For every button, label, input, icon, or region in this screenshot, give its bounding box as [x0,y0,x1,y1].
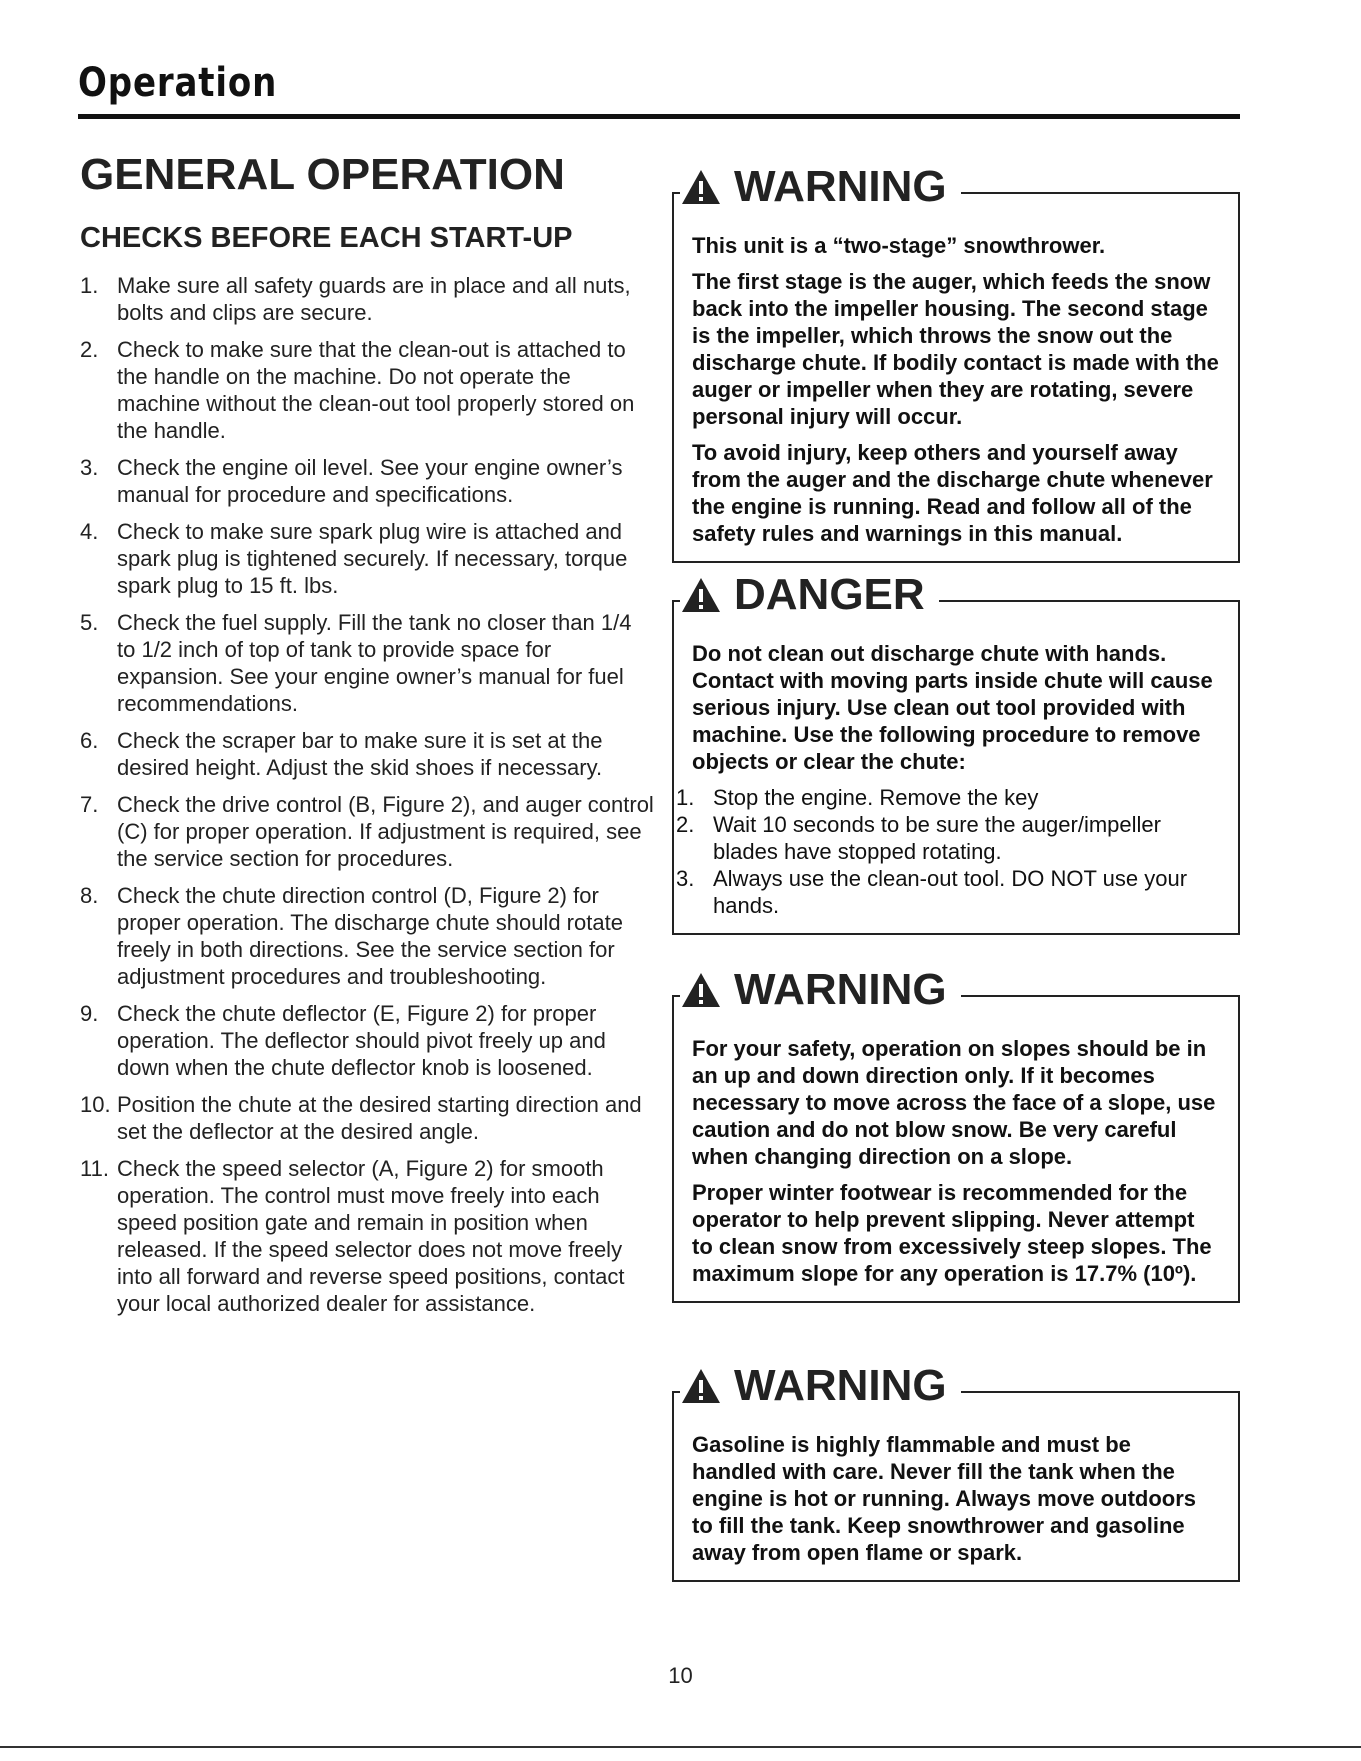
warning-title-text: WARNING [734,965,947,1014]
item-number: 8. [80,883,99,908]
page-number: 10 [668,1663,693,1688]
item-text: Check to make sure that the clean-out is attached to the handle on the machine. Do not operate the machine without the clean-out tool properly stored on the handle. [117,337,635,443]
list-item [676,784,1220,811]
list-item [80,882,655,990]
warning-triangle-icon [680,971,722,1009]
list-item [676,865,1220,919]
list-item [80,1000,655,1081]
warning-paragraph: This unit is a “two-stage” snowthrower. [692,233,1106,258]
item-text: Check to make sure spark plug wire is attached and spark plug is tightened securely. If necessary, torque spark plug to 15 ft. lbs. [117,519,628,598]
warning-paragraph: To avoid injury, keep others and yourself away from the auger and the discharge chute whenever the engine is running. Read and follow all of the safety rules and warnings in this manual. [692,440,1213,546]
warning-paragraph: The first stage is the auger, which feeds the snow back into the impeller housing. The second stage is the impeller, which throws the snow out the discharge chute. If bodily contact is made with the auger or impeller when they are rotating, severe personal injury will occur. [692,269,1219,429]
list-item [80,272,655,326]
item-text: Check the drive control (B, Figure 2), and auger control (C) for proper operation. If adjustment is required, see the service section for procedures. [117,792,654,871]
box-top-rule [945,1391,1240,1393]
warning-title [680,1361,961,1411]
header-rule [78,114,1240,119]
checks-list [80,272,655,1327]
step-number: 2. [676,812,695,837]
warning-paragraph: For your safety, operation on slopes should be in an up and down direction only. If it becomes necessary to move across the face of a slope, use caution and do not blow snow. Be very careful when changing direction on a slope. [692,1036,1216,1169]
step-number: 1. [676,785,695,810]
box-top-rule [945,995,1240,997]
warning-body [674,1391,1238,1580]
danger-title [680,570,939,620]
warning-title [680,162,961,212]
item-number: 11. [80,1156,109,1181]
footer-rule [0,1746,1361,1748]
list-item [676,811,1220,865]
step-text: Always use the clean-out tool. DO NOT use your hands. [713,866,1188,918]
danger-body [674,600,1238,933]
page-heading: GENERAL OPERATION [80,150,565,199]
warning-title [680,965,961,1015]
item-text: Check the engine oil level. See your engine owner’s manual for procedure and specifications. [117,455,623,507]
danger-paragraph: Do not clean out discharge chute with hands. Contact with moving parts inside chute will cause serious injury. Use clean out tool provided with machine. Use the following procedure to remove objects or clear the chute: [692,641,1213,774]
item-text: Check the chute deflector (E, Figure 2) for proper operation. The deflector should pivot freely up and down when the chute deflector knob is loosened. [117,1001,606,1080]
item-number: 6. [80,728,99,753]
list-item [80,791,655,872]
list-item [80,336,655,444]
warning-paragraph: Gasoline is highly flammable and must be handled with care. Never fill the tank when the engine is hot or running. Always move outdoors to fill the tank. Keep snowthrower and gasoline away from open flame or spark. [692,1432,1197,1565]
step-text: Stop the engine. Remove the key [713,785,1039,810]
item-text: Check the scraper bar to make sure it is set at the desired height. Adjust the skid shoes if necessary. [117,728,603,780]
danger-box-discharge-chute [672,570,1240,935]
item-number: 9. [80,1001,99,1026]
box-top-rule [910,600,1240,602]
item-text: Make sure all safety guards are in place and all nuts, bolts and clips are secure. [117,273,631,325]
danger-title-text: DANGER [734,570,925,619]
warning-body [674,995,1238,1301]
item-number: 3. [80,455,99,480]
section-title: Operation [78,60,278,106]
item-number: 7. [80,792,99,817]
warning-title-text: WARNING [734,162,947,211]
item-number: 4. [80,519,99,544]
checks-subheading: CHECKS BEFORE EACH START-UP [80,222,573,254]
warning-body [674,192,1238,561]
warning-triangle-icon [680,1367,722,1405]
list-item [80,1155,655,1317]
list-item [80,518,655,599]
list-item [80,727,655,781]
warning-title-text: WARNING [734,1361,947,1410]
warning-box-slopes [672,965,1240,1303]
list-item [80,454,655,508]
item-text: Position the chute at the desired starting direction and set the deflector at the desired angle. [117,1092,642,1144]
item-text: Check the fuel supply. Fill the tank no closer than 1/4 to 1/2 inch of top of tank to provide space for expansion. See your engine owner’s manual for fuel recommendations. [117,610,632,716]
item-number: 10. [80,1092,111,1117]
box-top-rule [940,192,1240,194]
item-number: 2. [80,337,99,362]
warning-box-two-stage [672,162,1240,563]
warning-box-gasoline [672,1361,1240,1582]
list-item [80,1091,655,1145]
warning-triangle-icon [680,168,722,206]
step-text: Wait 10 seconds to be sure the auger/impeller blades have stopped rotating. [713,812,1161,864]
list-item [80,609,655,717]
item-number: 5. [80,610,99,635]
step-number: 3. [676,866,695,891]
warning-paragraph: Proper winter footwear is recommended for the operator to help prevent slipping. Never attempt to clean snow from excessively steep slopes. The maximum slope for any operation is 17.7% (10º). [692,1180,1212,1286]
danger-steps [676,784,1220,919]
item-text: Check the chute direction control (D, Figure 2) for proper operation. The discharge chute should rotate freely in both directions. See the service section for adjustment procedures and troubleshooting. [117,883,623,989]
item-text: Check the speed selector (A, Figure 2) for smooth operation. The control must move freely into each speed position gate and remain in position when released. If the speed selector does not move freely into all forward and reverse speed positions, contact your local authorized dealer for assistance. [117,1156,625,1316]
warning-triangle-icon [680,576,722,614]
item-number: 1. [80,273,99,298]
